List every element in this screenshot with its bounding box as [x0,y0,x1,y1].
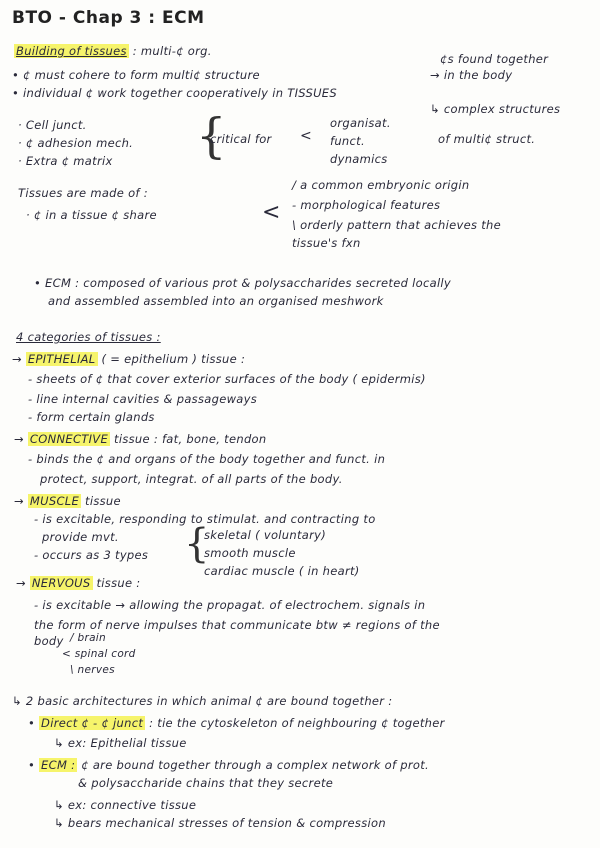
note-found-together: ¢s found together [440,52,549,66]
item-ecm: · Extra ¢ matrix [18,154,113,168]
muscle-type-smooth: smooth muscle [204,546,296,560]
brace-icon: { [184,521,210,567]
tissues-made-of: Tissues are made of : [18,186,148,200]
muscle-heading: → MUSCLE tissue [14,494,121,508]
brace-icon: { [196,108,227,164]
muscle-type-skeletal: skeletal ( voluntary) [204,528,327,542]
muscle-point-1: - is excitable, responding to stimulat. and contracting to [34,512,376,526]
bullet-individual: • individual ¢ work together cooperatively in TISSUES [12,86,337,100]
target-organisat: organisat. [330,116,391,130]
ecm-arch-label: ECM : [41,758,76,772]
section-building-heading: Building of tissues [16,44,127,58]
trait-embryonic: / a common embryonic origin [292,178,470,192]
direct-junct-label: Direct ¢ - ¢ junct [41,716,144,730]
nervous-heading: → NERVOUS tissue : [16,576,141,590]
nervous-part-brain: / brain [70,632,106,644]
nervous-part-spinal: < spinal cord [62,648,136,660]
muscle-point-3: - occurs as 3 types [34,548,149,562]
muscle-point-2: provide mvt. [42,530,119,544]
section-building-heading-row [14,44,212,58]
connective-heading: → CONNECTIVE tissue : fat, bone, tendon [14,432,267,446]
note-in-body: → in the body [430,68,513,82]
categories-heading: 4 categories of tissues : [16,330,161,344]
direct-junct-row: • Direct ¢ - ¢ junct : tie the cytoskeleton of neighbouring ¢ together [28,716,445,730]
item-adhesion: · ¢ adhesion mech. [18,136,134,150]
trait-fxn: tissue's fxn [292,236,361,250]
page-title: BTO - Chap 3 : ECM [12,8,205,28]
epithelial-point-2: - line internal cavities & passageways [28,392,258,406]
connective-point-2: protect, support, integrat. of all parts of the body. [40,472,343,486]
nervous-point-3: body [34,634,64,648]
branch-icon: < [300,128,313,144]
ecm-definition-1: • ECM : composed of various prot & polysaccharides secreted locally [34,276,452,290]
note-complex-structures: ↳ complex structures [430,102,561,116]
ecm-arch-example: ↳ ex: connective tissue [54,798,197,812]
critical-for: critical for [210,132,272,146]
section-building-heading-rest: : multi-¢ org. [132,44,212,58]
muscle-type-cardiac: cardiac muscle ( in heart) [204,564,360,578]
trait-orderly: \ orderly pattern that achieves the [292,218,502,232]
nervous-part-nerves: \ nerves [70,664,115,676]
connective-label: CONNECTIVE [29,432,109,446]
item-cell-junct: · Cell junct. [18,118,87,132]
ecm-arch-bears: ↳ bears mechanical stresses of tension & compression [54,816,386,830]
trait-morphological: - morphological features [292,198,441,212]
nervous-point-1: - is excitable → allowing the propagat. of electrochem. signals in [34,598,426,612]
connective-point-1: - binds the ¢ and organs of the body together and funct. in [28,452,386,466]
ecm-arch-row: • ECM : ¢ are bound together through a complex network of prot. [28,758,430,772]
epithelial-heading: → EPITHELIAL ( = epithelium ) tissue : [12,352,246,366]
epithelial-point-3: - form certain glands [28,410,155,424]
bullet-must-cohere: • ¢ must cohere to form multi¢ structure [12,68,260,82]
of-multi-struct: of multi¢ struct. [438,132,536,146]
direct-junct-example: ↳ ex: Epithelial tissue [54,736,187,750]
epithelial-point-1: - sheets of ¢ that cover exterior surfaces of the body ( epidermis) [28,372,426,386]
tissue-share: · ¢ in a tissue ¢ share [26,208,157,222]
nervous-point-2: the form of nerve impulses that communicate btw ≠ regions of the [34,618,440,632]
ecm-arch-row-2: & polysaccharide chains that they secrete [78,776,334,790]
epithelial-label: EPITHELIAL [27,352,96,366]
muscle-label: MUSCLE [29,494,80,508]
target-dynamics: dynamics [330,152,388,166]
architectures-lead: ↳ 2 basic architectures in which animal ¢ are bound together : [12,694,393,708]
branch-icon: < [262,200,281,225]
nervous-label: NERVOUS [31,576,91,590]
ecm-definition-2: and assembled assembled into an organised meshwork [48,294,384,308]
target-funct: funct. [330,134,365,148]
